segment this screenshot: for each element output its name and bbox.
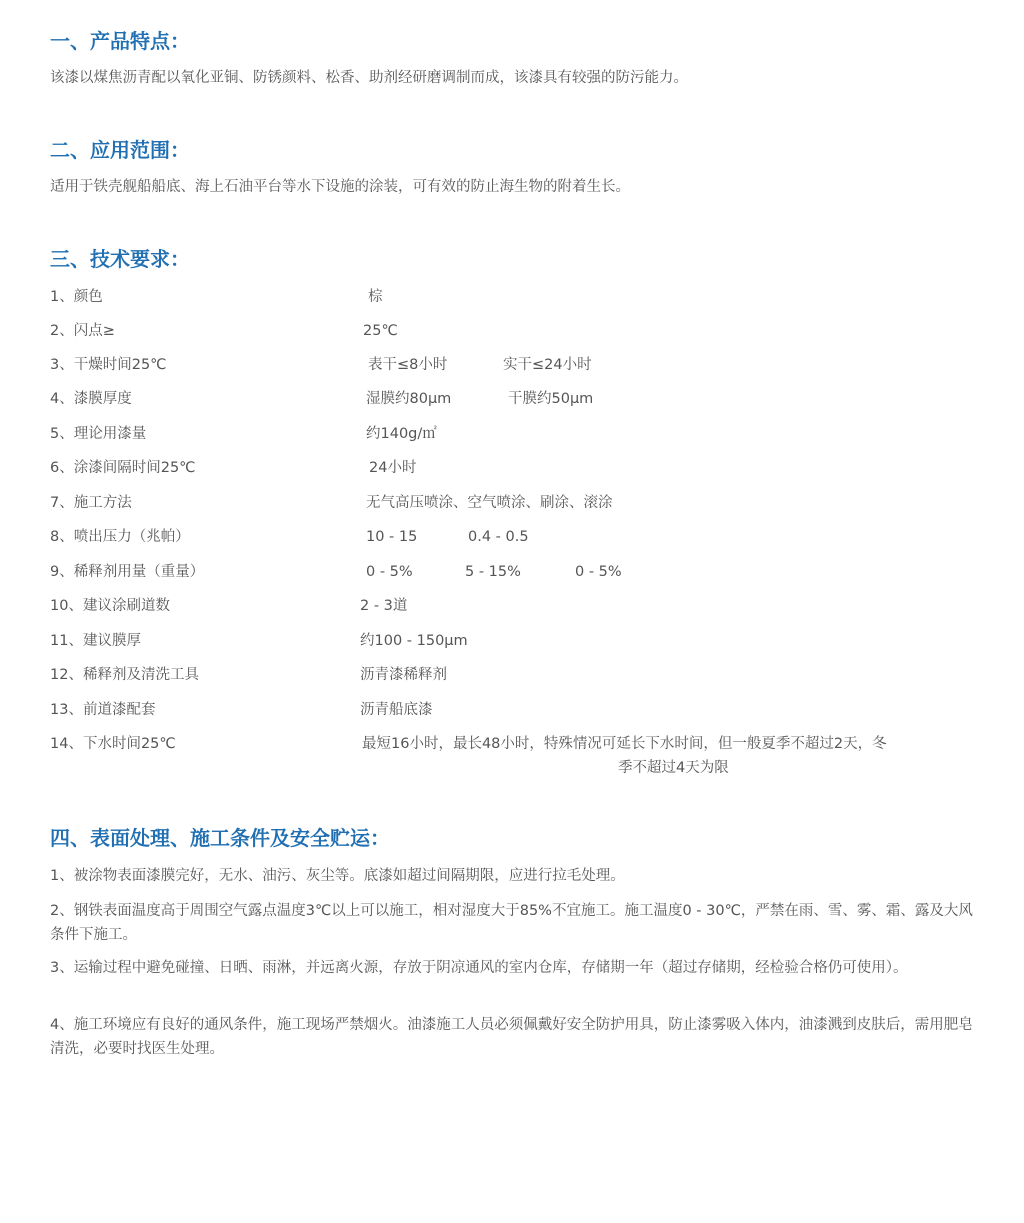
spec-row [50, 559, 990, 585]
section-title-application: 二、应用范围： [50, 138, 190, 162]
spec-label: 9、稀释剂用量（重量） [50, 564, 205, 580]
spec-label: 8、喷出压力（兆帕） [50, 529, 190, 545]
spec-label: 6、涂漆间隔时间25℃ [50, 460, 196, 476]
spec-label: 10、建议涂刷道数 [50, 598, 170, 614]
section-title-features: 一、产品特点： [50, 29, 190, 53]
spec-label: 12、稀释剂及清洗工具 [50, 667, 199, 683]
spec-value: 表干≤8小时 [368, 357, 448, 373]
section-title-surface-safety: 四、表面处理、施工条件及安全贮运： [50, 826, 390, 850]
list-item: 4、施工环境应有良好的通风条件，施工现场严禁烟火。油漆施工人员必须佩戴好安全防护用具，防止漆雾吸入体内，油漆溅到皮肤后，需用肥皂清洗，必要时找医生处理。 [50, 1017, 973, 1057]
spec-label: 1、颜色 [50, 289, 103, 305]
spec-value: 25℃ [363, 323, 398, 339]
list-item: 2、钢铁表面温度高于周围空气露点温度3℃以上可以施工，相对湿度大于85%不宜施工。施工温度0 - 30℃，严禁在雨、雪、雾、霜、露及大风条件下施工。 [50, 903, 973, 943]
spec-value-tertiary: 0 - 5% [575, 564, 622, 580]
section-title-tech-requirements: 三、技术要求： [50, 247, 190, 271]
spec-value: 沥青漆稀释剂 [360, 667, 447, 683]
application-text: 适用于铁壳舰船船底、海上石油平台等水下设施的涂装，可有效的防止海生物的附着生长。 [50, 179, 630, 195]
spec-value-secondary: 0.4 - 0.5 [468, 529, 529, 545]
spec-value: 2 - 3道 [360, 598, 408, 614]
spec-row [50, 455, 990, 481]
spec-row [50, 318, 990, 344]
spec-row [50, 628, 990, 654]
spec-row [50, 731, 990, 757]
list-item: 3、运输过程中避免碰撞、日晒、雨淋，并远离火源，存放于阴凉通风的室内仓库，存储期一年（超过存储期，经检验合格仍可使用）。 [50, 960, 908, 976]
spec-label: 14、下水时间25℃ [50, 736, 176, 752]
spec-value: 沥青船底漆 [360, 702, 433, 718]
spec-label: 7、施工方法 [50, 495, 132, 511]
spec-row [50, 593, 990, 619]
spec-row [50, 352, 990, 378]
features-text: 该漆以煤焦沥青配以氧化亚铜、防锈颜料、松香、助剂经研磨调制而成，该漆具有较强的防污能力。 [50, 70, 688, 86]
spec-label: 5、理论用漆量 [50, 426, 147, 442]
spec-value: 最短16小时，最长48小时，特殊情况可延长下水时间，但一般夏季不超过2天，冬 [362, 736, 887, 752]
spec-value: 0 - 5% [366, 564, 413, 580]
spec-value: 无气高压喷涂、空气喷涂、刷涂、滚涂 [366, 495, 613, 511]
spec-row [50, 697, 990, 723]
list-item: 1、被涂物表面漆膜完好，无水、油污、灰尘等。底漆如超过间隔期限，应进行拉毛处理。 [50, 868, 625, 884]
spec-row [50, 284, 990, 310]
spec-value: 湿膜约80μm [366, 391, 452, 407]
spec-label: 2、闪点≥ [50, 323, 115, 339]
spec-value: 10 - 15 [366, 529, 418, 545]
spec-label: 11、建议膜厚 [50, 633, 141, 649]
spec-label: 3、干燥时间25℃ [50, 357, 167, 373]
spec-row [50, 524, 990, 550]
spec-value-secondary: 实干≤24小时 [503, 357, 592, 373]
spec-row [50, 386, 990, 412]
spec-value: 24小时 [369, 460, 417, 476]
spec-value-secondary: 5 - 15% [465, 564, 521, 580]
spec-value-continuation: 季不超过4天为限 [618, 760, 729, 776]
spec-label: 13、前道漆配套 [50, 702, 156, 718]
spec-value: 棕 [368, 289, 383, 305]
spec-row [50, 490, 990, 516]
spec-row [50, 662, 990, 688]
spec-label: 4、漆膜厚度 [50, 391, 132, 407]
spec-value: 约140g/㎡ [366, 426, 437, 442]
spec-value: 约100 - 150μm [360, 633, 468, 649]
spec-value-secondary: 干膜约50μm [508, 391, 594, 407]
spec-row [50, 421, 990, 447]
